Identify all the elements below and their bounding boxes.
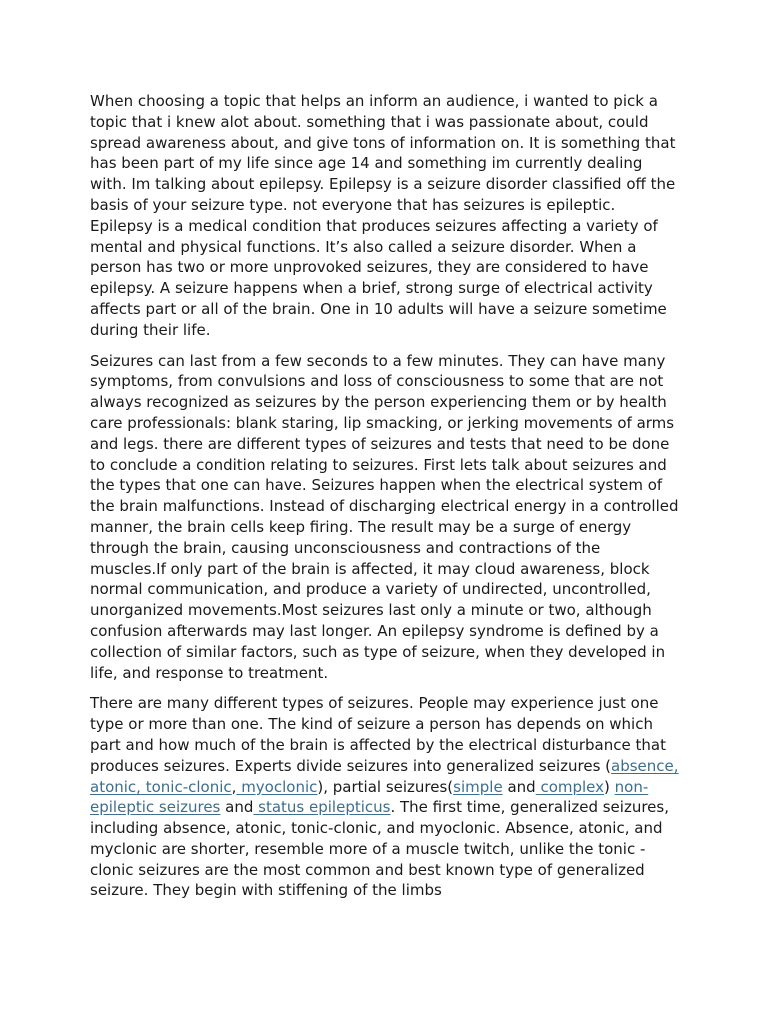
paragraph-seizure-types bbox=[90, 693, 680, 901]
text-close-paren: ) bbox=[604, 777, 615, 796]
paragraph-seizure-types-outro: . The first time, generalized seizures, including absence, atonic, tonic-clonic, and myoclonic. Absence, atonic, and myclonic are shorter, resemble more of a muscle twitch, unlike the tonic -clonic seizures are the most common and best known type of generalized seizure. They begin with stiffening of the limbs bbox=[90, 798, 669, 900]
comma-separator: , bbox=[231, 777, 237, 796]
link-absence[interactable]: absence bbox=[611, 756, 674, 775]
link-simple[interactable]: simple bbox=[453, 777, 503, 796]
link-separator: , bbox=[673, 756, 679, 775]
link-complex[interactable]: complex bbox=[540, 777, 605, 796]
link-myoclonic[interactable]: myoclonic bbox=[236, 777, 318, 796]
text-and: and bbox=[502, 777, 536, 796]
link-non-epileptic-seizures[interactable]: non-epileptic seizures bbox=[90, 777, 649, 817]
link-separator: , bbox=[136, 777, 141, 796]
paragraph-seizure-symptoms: Seizures can last from a few seconds to a few minutes. They can have many symptoms, from convulsions and loss of consciousness to some that are not always recognized as seizures by the person experiencing them or by health care professionals: blank staring, lip smacking, or jerking movements of arms and legs. there are different types of seizures and tests that need to be done to conclude a condition relating to seizures. First lets talk about seizures and the types that one can have. Seizures happen when the electrical system of the brain malfunctions. Instead of discharging electrical energy in a controlled manner, the brain cells keep firing. The result may be a surge of energy through the brain, causing unconsciousness and contractions of the muscles.If only part of the brain is affected, it may cloud awareness, block normal communication, and produce a variety of undirected, uncontrolled, unorganized movements.Most seizures last only a minute or two, although confusion afterwards may last longer. An epilepsy syndrome is defined by a collection of similar factors, such as type of seizure, when they developed in life, and response to treatment. bbox=[90, 351, 679, 682]
link-status-epilepticus[interactable]: status epilepticus bbox=[253, 798, 391, 817]
document-body bbox=[90, 91, 680, 911]
paragraph-seizure-types-intro: There are many different types of seizures. People may experience just one type or more than one. The kind of seizure a person has depends on which part and how much of the brain is affected by the electrical disturbance that produces seizures. Experts divide seizures into generalized seizures ( bbox=[90, 694, 666, 775]
link-atonic[interactable]: atonic bbox=[90, 777, 137, 796]
text-and-2: and bbox=[220, 798, 254, 817]
text-partial-seizures: ), partial seizures( bbox=[317, 777, 454, 796]
paragraph-epilepsy-intro: When choosing a topic that helps an inform an audience, i wanted to pick a topic that i knew alot about. something that i was passionate about, could spread awareness about, and give tons of information on. It is something that has been part of my life since age 14 and something im currently dealing with. Im talking about epilepsy. Epilepsy is a seizure disorder classified off the basis of your seizure type. not everyone that has seizures is epileptic. Epilepsy is a medical condition that produces seizures affecting a variety of mental and physical functions. It’s also called a seizure disorder. When a person has two or more unprovoked seizures, they are considered to have epilepsy. A seizure happens when a brief, strong surge of electrical activity affects part or all of the brain. One in 10 adults will have a seizure sometime during their life. bbox=[90, 92, 676, 339]
link-tonic-clonic[interactable]: tonic-clonic bbox=[140, 777, 232, 796]
